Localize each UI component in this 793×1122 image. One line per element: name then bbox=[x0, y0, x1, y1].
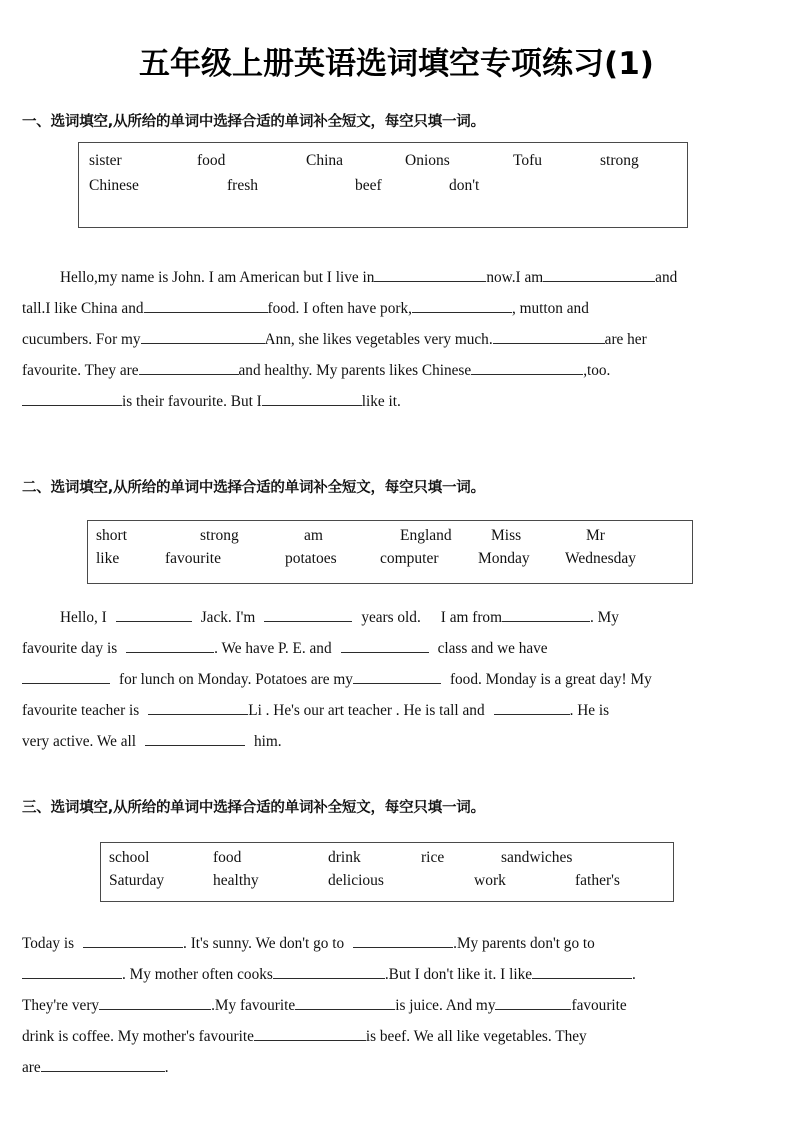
word-bank-1-word-dont: don't bbox=[449, 177, 480, 194]
word-bank-3-word-healthy: healthy bbox=[213, 872, 259, 889]
passage-3-blank-8[interactable] bbox=[495, 994, 571, 1010]
word-bank-1-row-1 bbox=[79, 152, 687, 177]
passage-1-line-4-text-a: favourite. They are bbox=[22, 362, 139, 379]
word-bank-2-word-favourite: favourite bbox=[165, 550, 221, 567]
passage-2-blank-5[interactable] bbox=[341, 637, 429, 653]
word-bank-2-word-like: like bbox=[96, 550, 120, 567]
passage-3-blank-10[interactable] bbox=[41, 1056, 165, 1072]
word-bank-2-row-1 bbox=[88, 527, 692, 550]
passage-1-line-2 bbox=[22, 293, 774, 324]
passage-3-line-3-text-a: They're very bbox=[22, 997, 100, 1014]
passage-3-line-5-text-b: . bbox=[164, 1059, 169, 1076]
passage-2-line-2-text-b: . We have P. E. and bbox=[214, 640, 332, 657]
section-heading-1: 一、选词填空,从所给的单词中选择合适的单词补全短文，每空只填一词。 bbox=[22, 114, 485, 130]
word-bank-1-word-strong: strong bbox=[600, 152, 639, 169]
word-bank-1-word-sister: sister bbox=[89, 152, 122, 169]
passage-1-blank-9[interactable] bbox=[22, 390, 122, 406]
word-bank-2-word-miss: Miss bbox=[491, 527, 522, 544]
passage-1-line-4 bbox=[22, 355, 774, 386]
passage-3-line-4-text-b: is beef. We all like vegetables. They bbox=[365, 1028, 587, 1045]
passage-2-line-4-text-c: . He is bbox=[569, 702, 610, 719]
word-bank-3-word-school: school bbox=[109, 849, 150, 866]
word-bank-2-word-strong: strong bbox=[200, 527, 239, 544]
passage-3-line-2-text-a: . My mother often cooks bbox=[122, 966, 273, 983]
passage-1-line-2-text-c: , mutton and bbox=[511, 300, 589, 317]
passage-2-line-1-text-d: I am from bbox=[440, 609, 502, 626]
word-bank-1-word-tofu: Tofu bbox=[513, 152, 543, 169]
passage-3-line-5-text-a: are bbox=[22, 1059, 41, 1076]
word-bank-2-word-wednesday: Wednesday bbox=[565, 550, 637, 567]
passage-2-line-2-text-c: class and we have bbox=[437, 640, 548, 657]
passage-2-line-2 bbox=[22, 633, 774, 664]
word-bank-2-word-mr: Mr bbox=[586, 527, 605, 544]
passage-1-blank-4[interactable] bbox=[412, 297, 512, 313]
passage-1-line-4-text-b: and healthy. My parents likes Chinese bbox=[238, 362, 472, 379]
passage-2-line-5-text-b: him. bbox=[254, 733, 282, 750]
word-bank-3-word-sandwiches: sandwiches bbox=[501, 849, 573, 866]
word-bank-3-word-drink: drink bbox=[328, 849, 361, 866]
passage-1 bbox=[22, 262, 774, 417]
word-bank-3-row-1 bbox=[101, 849, 673, 872]
passage-2-line-1-text-b: Jack. I'm bbox=[200, 609, 256, 626]
passage-3-line-3-text-c: is juice. And my bbox=[395, 997, 496, 1014]
passage-1-line-3 bbox=[22, 324, 774, 355]
passage-1-line-1-text-c: and bbox=[655, 269, 678, 286]
passage-1-blank-8[interactable] bbox=[471, 359, 583, 375]
passage-2-line-1-text-e: . My bbox=[589, 609, 619, 626]
passage-1-line-3-text-b: Ann, she likes vegetables very much. bbox=[264, 331, 493, 348]
passage-2-blank-10[interactable] bbox=[145, 730, 245, 746]
word-bank-1-word-food: food bbox=[197, 152, 226, 169]
passage-1-line-5 bbox=[22, 386, 774, 417]
passage-3-line-2-text-c: . bbox=[632, 966, 636, 983]
passage-1-blank-1[interactable] bbox=[374, 266, 486, 282]
passage-2-line-4-text-b: Li . He's our art teacher . He is tall and bbox=[248, 702, 485, 719]
passage-3-line-4-text-a: drink is coffee. My mother's favourite bbox=[22, 1028, 254, 1045]
passage-2-blank-2[interactable] bbox=[264, 606, 352, 622]
word-bank-1-word-onions: Onions bbox=[405, 152, 450, 169]
passage-2-blank-8[interactable] bbox=[148, 699, 248, 715]
passage-1-line-5-text-a: is their favourite. But I bbox=[122, 393, 262, 410]
word-bank-1-word-chinese: Chinese bbox=[89, 177, 139, 194]
passage-3-line-3-text-d: favourite bbox=[571, 997, 627, 1014]
passage-2-line-3 bbox=[22, 664, 774, 695]
passage-2-line-4-text-a: favourite teacher is bbox=[22, 702, 140, 719]
word-bank-1-word-beef: beef bbox=[355, 177, 382, 194]
passage-2-line-1 bbox=[22, 602, 774, 633]
word-bank-3-word-food: food bbox=[213, 849, 242, 866]
passage-3-blank-5[interactable] bbox=[532, 963, 632, 979]
word-bank-2-word-am: am bbox=[304, 527, 323, 544]
word-bank-1-word-fresh: fresh bbox=[227, 177, 258, 194]
passage-2-blank-1[interactable] bbox=[116, 606, 192, 622]
passage-3-blank-6[interactable] bbox=[99, 994, 211, 1010]
passage-3-line-4 bbox=[22, 1021, 774, 1052]
passage-1-line-3-text-c: are her bbox=[604, 331, 647, 348]
passage-1-blank-5[interactable] bbox=[141, 328, 265, 344]
section-heading-2: 二、选词填空,从所给的单词中选择合适的单词补全短文，每空只填一词。 bbox=[22, 480, 485, 496]
passage-2-line-2-text-a: favourite day is bbox=[22, 640, 118, 657]
word-bank-1 bbox=[78, 142, 688, 228]
section-heading-3: 三、选词填空,从所给的单词中选择合适的单词补全短文，每空只填一词。 bbox=[22, 800, 485, 816]
passage-3-line-1-text-a: Today is bbox=[22, 935, 75, 952]
passage-3-line-1-text-c: .My parents don't go to bbox=[453, 935, 595, 952]
passage-1-blank-7[interactable] bbox=[139, 359, 239, 375]
passage-1-blank-3[interactable] bbox=[144, 297, 268, 313]
passage-1-blank-6[interactable] bbox=[493, 328, 605, 344]
passage-2-blank-6[interactable] bbox=[22, 668, 110, 684]
passage-1-line-2-text-b: food. I often have pork, bbox=[267, 300, 412, 317]
word-bank-3 bbox=[100, 842, 674, 902]
word-bank-2-word-monday: Monday bbox=[478, 550, 530, 567]
word-bank-3-word-delicious: delicious bbox=[328, 872, 384, 889]
passage-1-line-5-text-b: like it. bbox=[361, 393, 401, 410]
passage-2-line-1-text-a: Hello, I bbox=[60, 609, 107, 626]
word-bank-2-word-short: short bbox=[96, 527, 127, 544]
word-bank-2-word-england: England bbox=[400, 527, 452, 544]
word-bank-3-word-saturday: Saturday bbox=[109, 872, 165, 889]
passage-1-blank-10[interactable] bbox=[262, 390, 362, 406]
passage-1-line-1-text-a: Hello,my name is John. I am American but I live in bbox=[60, 269, 375, 286]
passage-2-line-1-text-c: years old. bbox=[361, 609, 421, 626]
word-bank-3-word-fathers: father's bbox=[575, 872, 620, 889]
passage-2-blank-3[interactable] bbox=[502, 606, 590, 622]
page-title: 五年级上册英语选词填空专项练习(1) bbox=[139, 46, 654, 82]
passage-3-line-3-text-b: .My favourite bbox=[211, 997, 296, 1014]
word-bank-2-word-potatoes: potatoes bbox=[285, 550, 337, 567]
word-bank-2 bbox=[87, 520, 693, 584]
word-bank-3-word-rice: rice bbox=[421, 849, 445, 866]
passage-3-blank-9[interactable] bbox=[254, 1025, 366, 1041]
passage-3-line-2-text-b: .But I don't like it. I like bbox=[384, 966, 533, 983]
passage-1-line-3-text-a: cucumbers. For my bbox=[22, 331, 141, 348]
passage-3-blank-2[interactable] bbox=[353, 932, 453, 948]
passage-1-blank-2[interactable] bbox=[543, 266, 655, 282]
passage-3-line-5 bbox=[22, 1052, 774, 1083]
passage-3-blank-7[interactable] bbox=[295, 994, 395, 1010]
passage-1-line-1 bbox=[22, 262, 774, 293]
passage-2-line-3-text-a: for lunch on Monday. Potatoes are my bbox=[119, 671, 353, 688]
passage-2-line-5 bbox=[22, 726, 774, 757]
passage-2-blank-9[interactable] bbox=[494, 699, 570, 715]
passage-3-blank-3[interactable] bbox=[22, 963, 122, 979]
passage-2-line-3-text-b: food. Monday is a great day! My bbox=[449, 671, 652, 688]
word-bank-1-word-china: China bbox=[306, 152, 344, 169]
word-bank-3-word-work: work bbox=[474, 872, 506, 889]
passage-3-blank-4[interactable] bbox=[273, 963, 385, 979]
word-bank-2-word-computer: computer bbox=[380, 550, 439, 567]
word-bank-1-row-2 bbox=[79, 177, 687, 202]
passage-2-blank-7[interactable] bbox=[353, 668, 441, 684]
passage-3-line-1-text-b: . It's sunny. We don't go to bbox=[183, 935, 345, 952]
passage-2-blank-4[interactable] bbox=[126, 637, 214, 653]
passage-3 bbox=[22, 928, 774, 1083]
passage-1-line-1-text-b: now.I am bbox=[486, 269, 544, 286]
passage-2-line-5-text-a: very active. We all bbox=[22, 733, 137, 750]
passage-1-line-2-text-a: tall.I like China and bbox=[22, 300, 144, 317]
passage-2 bbox=[22, 602, 774, 757]
passage-2-line-4 bbox=[22, 695, 774, 726]
passage-3-line-1 bbox=[22, 928, 774, 959]
word-bank-2-row-2 bbox=[88, 550, 692, 573]
word-bank-3-row-2 bbox=[101, 872, 673, 895]
passage-3-line-3 bbox=[22, 990, 774, 1021]
passage-3-blank-1[interactable] bbox=[83, 932, 183, 948]
passage-1-line-4-text-c: ,too. bbox=[583, 362, 611, 379]
passage-3-line-2 bbox=[22, 959, 774, 990]
